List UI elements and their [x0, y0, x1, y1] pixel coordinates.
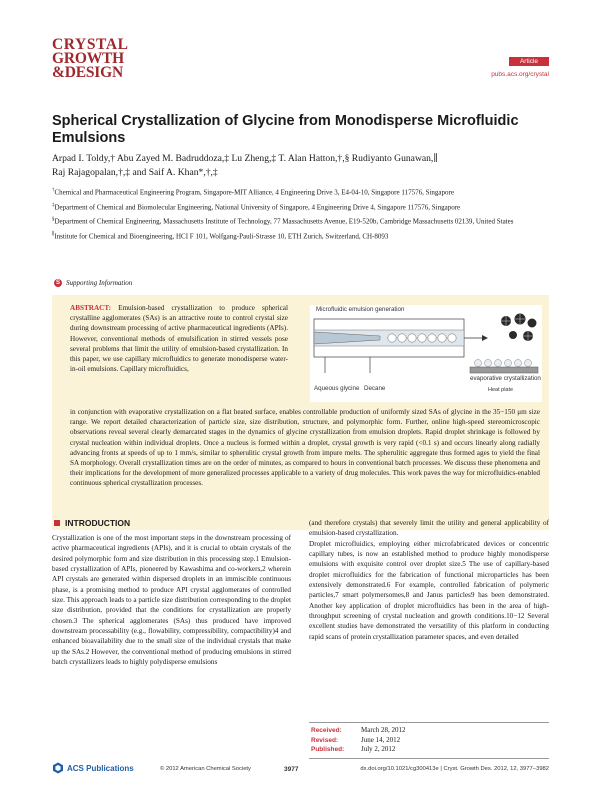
journal-url-link[interactable]: pubs.acs.org/crystal — [491, 71, 549, 78]
introduction-heading — [54, 518, 130, 528]
section-marker-icon — [54, 520, 60, 526]
page-number: 3977 — [284, 766, 299, 773]
affiliation: §Department of Chemical Engineering, Massachusetts Institute of Technology, 77 Massachusetts Avenue, E19-520b, Cambridge Massachusetts 02139, United States — [52, 217, 514, 226]
author-list — [52, 152, 552, 180]
abstract-text-part2: in conjunction with evaporative crystallization on a flat heated surface, enables controllable production of uniformly sized SAs of glycine in the 35−150 μm size range. We report detailed characterization of particle size, size distribution, structure, and polymorphic form. Further, online high-speed stereomicroscopic observations reveal several clearly demarcated stages in the dynamics of glycine crystallization from emulsion droplets. Rapid droplet shrinkage is followed by crystal nucleation within individual droplets. Once a nucleus is formed within a droplet, crystal growth is very rapid (<0.1 s) and occurs linearly along radially advancing fronts at speeds of up to 1 mm/s, similar to spherulitic crystal growth from impure melts. The spherulitic aggregate thus formed ages to yield the final SA morphology. Overall crystallization times are on the order of minutes, as compared to hours in conventional batch processes. We discuss these phenomena and their implications for the development of more generalized processes applicable to a variety of drug molecules. This work paves the way for microfluidics-enabled continuous spherical crystallization processes. — [70, 408, 540, 488]
article-type-badge: Article — [509, 57, 549, 66]
history-row: Received: March 28, 2012 — [311, 726, 406, 734]
introduction-heading-label: INTRODUCTION — [65, 518, 131, 528]
journal-logo — [52, 38, 180, 80]
history-row: Published: July 2, 2012 — [311, 745, 396, 754]
affiliation: †Chemical and Pharmaceutical Engineering Program, Singapore-MIT Alliance, 4 Engineering Drive 3, E4-04-10, Singapore 117576, Singapore — [52, 188, 454, 197]
acs-publications-logo[interactable] — [52, 762, 134, 774]
toc-label-decane: Decane — [364, 385, 386, 392]
logo-line-3: &DESIGN — [52, 64, 123, 81]
abstract-text-part1: ABSTRACT: Emulsion-based crystallization to produce spherical crystalline agglomerates (SAs) is an attractive route to control crystal size during downstream processing of active pharmaceutical ingredients (APIs). However, conventional methods of emulsification in stirred vessels pose several problems that limit the utility of emulsion-based crystallization. In this paper, we use capillary microfluidics to generate monodisperse water-in-oil emulsions. Capillary microfluidics, — [70, 304, 288, 374]
acs-publications-label: ACS Publications — [67, 763, 134, 773]
page-footer — [52, 762, 549, 778]
paper-title: Spherical Crystallization of Glycine from Monodisperse Microfluidic Emulsions — [52, 113, 519, 146]
copyright-text: © 2012 American Chemical Society — [160, 766, 251, 772]
logo-line-1: CRYSTAL — [52, 36, 129, 53]
intro-left-column: Crystallization is one of the most important steps in the downstream processing of active pharmaceutical ingredients (APIs), and it is crucial to obtain crystals of the desired polymorphic form and size distribution in this processing step.1 Emulsion-based crystallization of APIs, pioneered by Kawashima and co-workers,2 wherein API crystals are generated within dispersed droplets in an immiscible continuous phase, is a promising method to produce API crystal agglomerates of controlled size. This approach leads to a particle size distribution corresponding to the droplet size distribution, provided that the conditions for crystallization are properly chosen.3 The spherical agglomerates (SAs) thus produced have improved downstream processability (e.g., flowability, compressibility, compactibility)4 and enhanced bioavailability due to the small size of the individual crystals that make up the SAs.2 However, the conventional method of producing emulsions in stirred batch crystallizers leads to highly polydisperse emulsions — [52, 534, 291, 667]
abstract-box — [52, 295, 549, 530]
toc-label-evaporation: evaporative crystallization — [470, 375, 541, 382]
supporting-info-icon: S — [55, 280, 60, 286]
toc-graphic — [310, 305, 542, 402]
toc-label-emulsion: Microfluidic emulsion generation — [316, 306, 405, 313]
toc-label-heat: Heat plate — [488, 387, 514, 393]
acs-hexagon-icon — [52, 762, 64, 774]
intro-right-column: (and therefore crystals) that severely limit the utility and general applicability of emulsion-based crystallization. Droplet microfluidics, employing either microfabricated devices or concentric capillary tubes, is now an established method to produce highly monodisperse emulsions with exquisite control over droplet size.5 The use of capillary-based droplet microfluidics for the fabrication of functional microparticles has been extensively demonstrated.6 For example, controlled fabrication of polymeric particles,7 smart polymersomes,8 and Janus particles9 has been demonstrated. Another key application of droplet microfluidics has been in the area of high-throughput screening of crystal nucleation and growth conditions.10−12 Several excellent studies have demonstrated the versatility of this platform in conducting rapid scans of protein crystallization parameter spaces, and even detailed — [309, 519, 549, 641]
history-row: Revised: June 14, 2012 — [311, 735, 401, 744]
supporting-info-link[interactable] — [54, 279, 132, 287]
abstract-label: ABSTRACT: — [70, 304, 112, 312]
author-line-1: Arpad I. Toldy,† Abu Zayed M. Badruddoza,‡ Lu Zheng,‡ T. Alan Hatton,†,§ Rudiyanto Gunawan,∥ — [52, 153, 438, 164]
logo-line-2: GROWTH — [52, 50, 125, 67]
affiliation: ‡Department of Chemical and Biomolecular Engineering, National University of Singapore, 4 Engineering Drive 4, Singapore 117576, Singapore — [52, 202, 461, 211]
affiliations — [52, 186, 552, 244]
toc-label-glycine: Aqueous glycine — [314, 385, 360, 392]
author-line-2: Raj Rajagopalan,†,‡ and Saif A. Khan*,†,‡ — [52, 167, 218, 178]
doi-citation-link[interactable]: dx.doi.org/10.1021/cg300413e | Cryst. Growth Des. 2012, 12, 3977−3982 — [360, 766, 549, 772]
publication-history — [309, 722, 549, 759]
supporting-info-label: Supporting Information — [66, 279, 133, 287]
affiliation: ∥Institute for Chemical and Bioengineering, HCI F 101, Wolfgang-Pauli-Strasse 10, ETH Zurich, Switzerland, CH-8093 — [52, 231, 389, 240]
